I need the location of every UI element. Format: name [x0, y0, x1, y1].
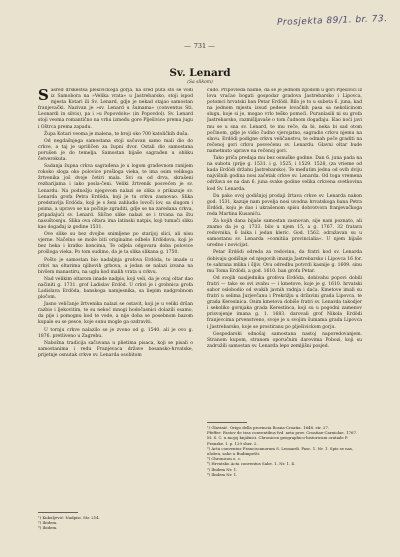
article-subtitle: (Sa slikom) [187, 80, 213, 85]
footnote: ¹) Glavinić. Origo della provincia Bosna-Croatia. 1648. str. 27. [207, 425, 330, 430]
footnote: ⁴) Hrvatsko Acta conventus Sabe. 1. Nr. 1. 4. [207, 461, 296, 467]
paragraph: Jasno veličanje žrtvenika nalazi se ostavit, koji je u veliki dršan razbio i ljekovitim, te su nekoć mnogi hodočasnici dolazili osamo, da pije i pomognu kod te vode, a nije doba se posebnom bazom kupale su se pesce, koje sunu mogle ga ozdraviti. [38, 302, 193, 326]
paragraph: Ove slike su bez dvojbe snimljene po starijoj slici, ali nisu vjerne. Načelno se može biti originalno odbelo Erdödova, koji je bez heka i kratko koncima, Te odjela odgovara doba polovice prošloga vieka. Po tom sudimo, da je ta slika slikana g. 1750. [38, 232, 193, 256]
right-column [207, 88, 362, 418]
drop-cap: S [38, 88, 49, 104]
paragraph: Pošto je samostan bio nadaljnja grofova Erdöda, to imade u crkvi na oltarima njihovih grbova, a jedan se nalazi izvana na bivšem manastiru, na uglu kod malih vrata u crkvu. [38, 257, 193, 275]
page-number: — 731 — [184, 42, 216, 50]
footnote: Pfeffer: Fastov de tras conventibus fvd. aeta prov. Croatiae-Carniolae. 1767. M. S. C. u mojoj knjižnici. Chronicon geographico-historicum oratiale P. Franzke. I. p. 129 sher. 2. [207, 430, 358, 446]
page-number-value: 731 [193, 42, 207, 50]
footnote: ²) Acta conventus Franciscanorum S. Leonardi. Fasc. 1. Nr. 1. Spis se nas, uložen, sabe u Budimpešti. [207, 445, 354, 457]
left-column [38, 88, 193, 508]
footnote: ⁶) Ibidem Nr. 1. [207, 471, 238, 477]
paragraph: Nad velikim oltarom imade nadpis, koji veli, da je ovaj oltar dao načiniti g. 1731. grof Ladislav Erdöd. U crkvi je i grobnica grofa Ladislava Erdöda, banskoga namjesnika, sa liepim nadgrobnom pločom. [38, 276, 193, 301]
footnote-divider [207, 422, 247, 423]
paragraph: Tako priča predaja mu bez osnuške godine. Dan 6. juna pada na na subotu (prije g. 1531. i g. 1525, i 1529. 1528, (za vrieme od kada Erdödi držahu Jastrebarsko). Te međutim jedna od ovih dviju najvišnih godina nosi začetak crkve sv. Lenarda. Od toga vremena održava se na dan 6. juna svake godine velika crkvena svetkovina kod Sv. Lenarda. [207, 156, 362, 192]
paragraph: Petar Erdödi odreda za redovinu, da fratri kod sv. Lenarda dobivaju godišnje od njegovih imanja Jastrebarsko i Lipovca 16 for. te sahrana mlika i šljiv. Ovu odredbu potvrdi kasnije g. 1609. sinu mu Toma Erdödi, a god. 1610. ban grofu Petar. [207, 250, 362, 274]
paragraph: čudo. Pripovieda naime, da se je jednom zgodom u gori Plješivici iz lova vraćao bogati gospodar gradova Jastrebarsko i Lipovca, potomci hrvatski ban Petar Erdödi. Bilo je to u subota 6. juna, kad na jednom mjestu izsud pedese lovačkih pasa sa nekolicinom slugu, koje si je, mogao vrlo teško pomoći. Puranlasili ni su grofa Jastrebarsko, razmišljavaše o tom čudnom događaju. Išao noći javi mu se u sna sv. Lenard, te mu reče, da bi, neka bi sad otom počinom, gdje je vidio čudno vjerojatno, sagradio crkvu njemu na slavu. Erdödi podigne crkvu veličanstvu, te odmah poče graditi na rečenoj gori crkvu posvećenu sv. Lenardu. Glavni oltar bude nametnuto uprave na rečenoj gori. [207, 88, 362, 154]
paragraph: Gospodarski odnošaj samostana nastoj naporedovanjem. Stranom kupom, stranom oporučnim darovima Pobozi, koji su zadružili samostan sv. Lenarda lepo zemljišni posjed. [207, 331, 362, 349]
article-title: Sv. Lenard [169, 67, 231, 79]
paragraph: Da pako ovoj godišnjoj prodaji žrtava crkve sv. Lenarda nakon god. 1531, kazuje nam povelja nosi uvodna hrvatskoga bana Petra Erdödi, koju je dao i ukrašenom spisu dobrotvora franjevačkoga reda Martina Kusaniću. [207, 193, 362, 217]
paragraph: Od negdašnjega samostana stoji sačuvan samo mali dio do crkve, a taj je upriličen za župni dvor. Ostali dio samostana porušen je do temelja. Samostan bijaše sagrađen u obliku četverokuta. [38, 138, 193, 163]
footnote: ¹) Kukuljević: Nadpisi. Str. 214. [38, 515, 100, 520]
paragraph: U tornju crkve nalazilo se je zvono od g. 1540. ali je ovo g. 1876. pretliveno u Zagrebu. [38, 327, 193, 339]
paragraph: Župa Kotari veoma je malena, te broji oko 700 katoličkih duša. [44, 131, 189, 137]
handwritten-note: Prosjekta 89/1. br. 73. [277, 14, 389, 28]
footnote: ³) Chronicon o. c. [207, 456, 242, 462]
footnote: ³) Ibidem. [38, 525, 58, 531]
paragraph: Sadanja župna crkva sagrađena je u logom građevnom ranijem rokoko sloga oko polovice prošloga vieka, te ima osim velikoga žrtvenika još dvoje četiri mala. Svi su od drva, skrašeni rezbarijama i iako posla-čeni. Veliki žrtvenik posvećen je sv. Lenardu. Na podnožju njegovom nalazi se slika o prikazuje sv. Lenarda grofa Petra Erdöda, koji je tu crkvu zasnovao. Slika predstavlja Erdöda, koji je s ženi zahludio lovoči lov, sa slugom i psima, a upravo se na počinje zgraditi, gdje se na zaredana crkva, pripadajući sv. Lenard. Slične slike nalazi se i trvana na štu nasuštosnju. Slika ova oltara ima latinski natpis, koji tumači sliku kao događaj iz godine 1531. [38, 164, 193, 231]
paragraph: Sasred drskestsa plešivičkoga gorja, na sred puta što se vodi iz Samobora na »Velika vrata« u Jastrebarsko, stoji ispod mjesta Kotari ili Sv. Lenard, gdje je nekad stajao samostan franjevački. Nazivan je »sv. Lenard u šumama« (conventus Sti. Leonardi in silvis), pa i »u Popovdolu« (in Popovdol). Sv. Lenard stoji veoma romantično na vrhu između gore Plješivice prema jugu i Oštrca prema zapadu. [38, 88, 193, 130]
footnotes-right [207, 422, 362, 477]
paragraph: Od svojih nasljednika grofova Erdöda, dobivahu popovi dobili fratri — tako se ovi zvahu — i kmetove, koje je g. 1610. hrvatski sabor oslobodio od svakih javnih radnja i daća. Kmetove imali su fratri u selima Jurjevčanu i Prekrižju u državini grada Lipovca, te grada Keresinica. Osim kmetova dobiše fratri sv. Lenarda takodjer i sekoliko gornjaka grada Kerestinca, koji su u pogodni zamenov prisvojenje imana g. 1. 1683. darovali grof Nikola Erdödi franjevcima prvenstveno, svoje je u svojim šumama grada Lipovca i Jastrebarsko, koje se prostiranu po plješivickom gorju. [207, 275, 362, 330]
footnote: ²) Ibidem. [38, 520, 58, 526]
footnotes-left [38, 512, 193, 531]
footnote-divider [38, 512, 78, 513]
paragraph: Nabožna tradicija sačuvana u plietima pisaca, koji se pisali o samostanima i redu Franjevaca države bosansko-hrvatske, prijetnje osnutak crkve sv. Lenarda osobitom [38, 340, 193, 358]
paragraph: Za kojih dana bijaše samostan zasnovan, sije nam poznato, ali znamo da je g. 1733. bilo u njem 15, a g. 1767. 32 fratara redovnika, 6 laika i jedan kleric. God. 1562. odražavan su u samostanu sv. Lenarda »comitiia provincialia«. U njem bijaše uredno i novicijat. [207, 218, 362, 249]
footnote: ⁵) Ibidem Nr. 1. [207, 466, 238, 472]
